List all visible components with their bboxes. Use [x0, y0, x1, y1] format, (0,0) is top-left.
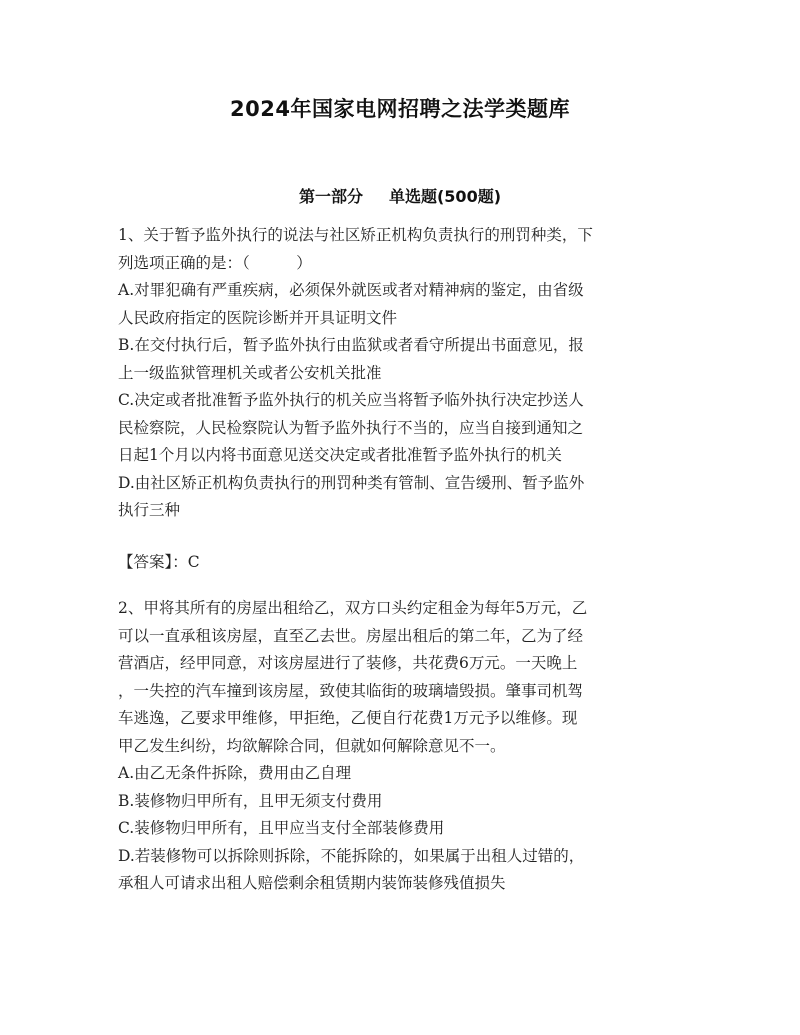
option-d-line: D.若装修物可以拆除则拆除，不能拆除的，如果属于出租人过错的，: [118, 846, 585, 865]
answer-text: 【答案】：C: [118, 553, 200, 571]
option-a-line: A.由乙无条件拆除，费用由乙自理: [118, 764, 352, 782]
section-part: 第一部分: [298, 187, 363, 206]
option-b-line: B.装修物归甲所有，且甲无须支付费用: [118, 791, 383, 810]
option-d-line: D.由社区矫正机构负责执行的刑罚种类有管制、宣告缓刑、暂予监外: [118, 473, 585, 492]
question-stem-line: 列选项正确的是：（ ）: [118, 253, 312, 272]
question-stem-line: 可以一直承租该房屋，直至乙去世。房屋出租后的第二年，乙为了经: [118, 626, 584, 645]
option-a-line: A.对罪犯确有严重疾病，必须保外就医或者对精神病的鉴定，由省级: [118, 281, 584, 299]
section-name: 单选题(500题): [388, 187, 502, 206]
option-d-line: 执行三种: [118, 501, 181, 519]
option-c-line: C.装修物归甲所有，且甲应当支付全部装修费用: [118, 819, 445, 837]
option-d-line: 承租人可请求出租人赔偿剩余租赁期内装饰装修残值损失: [118, 874, 506, 892]
question-1: [118, 222, 688, 525]
option-c-line: 民检察院，人民检察院认为暂予监外执行不当的，应当自接到通知之: [118, 418, 584, 437]
question-stem-line: ，一失控的汽车撞到该房屋，致使其临街的玻璃墙毁损。肇事司机驾: [118, 681, 584, 700]
question-stem-line: 车逃逸，乙要求甲维修，甲拒绝，乙便自行花费1万元予以维修。现: [118, 709, 578, 727]
option-b-line: 上一级监狱管理机关或者公安机关批准: [118, 363, 382, 382]
question-2: [118, 595, 688, 898]
section-heading: [0, 184, 800, 207]
document-title: 2024年国家电网招聘之法学类题库: [230, 97, 570, 121]
option-c-line: 日起1个月以内将书面意见送交决定或者批准暂予监外执行的机关: [118, 446, 562, 464]
option-c-line: C.决定或者批准暂予监外执行的机关应当将暂予临外执行决定抄送人: [118, 391, 584, 409]
question-stem-line: 2、甲将其所有的房屋出租给乙，双方口头约定租金为每年5万元，乙: [118, 599, 588, 617]
option-a-line: 人民政府指定的医院诊断并开具证明文件: [118, 308, 398, 327]
question-stem-line: 甲乙发生纠纷，均欲解除合同，但就如何解除意见不一。: [118, 736, 506, 755]
question-stem-line: 营酒店，经甲同意，对该房屋进行了装修，共花费6万元。一天晚上: [118, 654, 578, 672]
question-stem-line: 1、关于暂予监外执行的说法与社区矫正机构负责执行的刑罚种类，下: [118, 226, 593, 244]
answer-label: [118, 549, 688, 577]
option-b-line: B.在交付执行后，暂予监外执行由监狱或者看守所提出书面意见，报: [118, 336, 584, 354]
